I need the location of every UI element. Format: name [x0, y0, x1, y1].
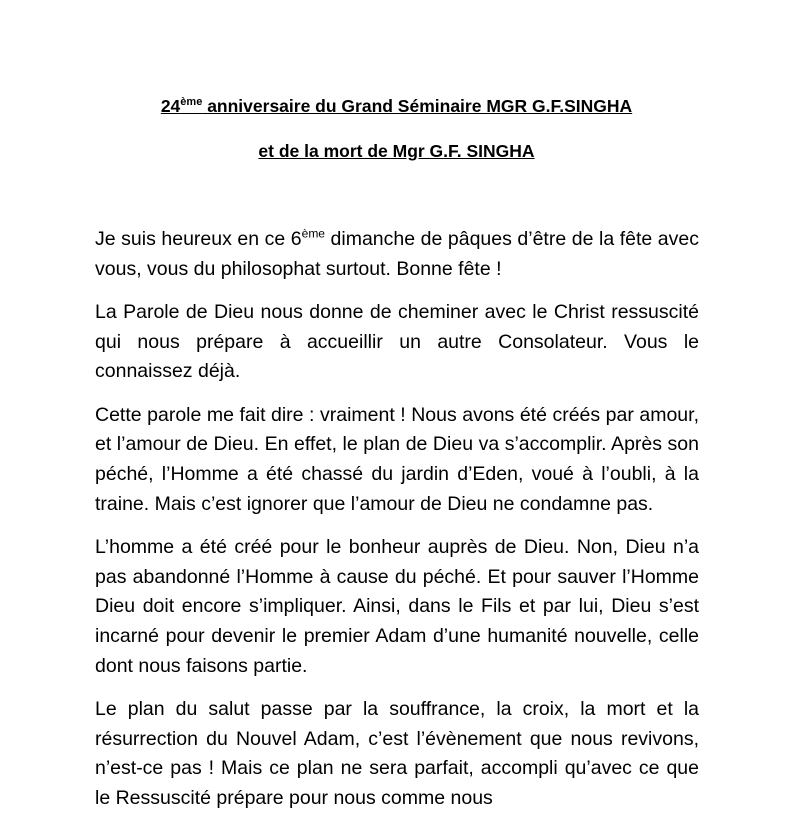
paragraph-1-end: dimanche de pâques d’être de la fête avec vous, vous du philosophat surtout. Bonne fête !	[95, 228, 699, 280]
paragraph-5: Le plan du salut passe par la souffrance, la croix, la mort et la résurrection du Nouvel Adam, c’est l’évènement que nous revivons, n’est-ce pas ! Mais ce plan ne sera parfait, accompli qu’avec ce que le Ressuscité prépare pour nous comme nous	[95, 697, 699, 809]
document-body	[95, 225, 699, 827]
title-ordinal-superscript: ème	[180, 96, 203, 109]
paragraph-1	[95, 225, 699, 284]
paragraph-4: L’homme a été créé pour le bonheur auprès de Dieu. Non, Dieu n’a pas abandonné l’Homme à cause du péché. Et pour sauver l’Homme Dieu doit encore s’impliquer. Ainsi, dans le Fils et par lui, Dieu s’est incarné pour devenir le premier Adam d’une humanité nouvelle, celle dont nous faisons partie.	[95, 535, 699, 677]
paragraph-3: Cette parole me fait dire : vraiment ! Nous avons été créés par amour, et l’amour de Dieu. En effet, le plan de Dieu va s’accomplir. Après son péché, l’Homme a été chassé du jardin d’Eden, voué à l’oubli, à la traine. Mais c’est ignorer que l’amour de Dieu ne condamne pas.	[95, 403, 699, 515]
paragraph-1-start: Je suis heureux en ce 6	[95, 228, 302, 250]
ordinal-superscript: ème	[301, 226, 325, 241]
document-title-line-1	[0, 96, 793, 117]
document-title-line-2: et de la mort de Mgr G.F. SINGHA	[258, 141, 535, 161]
title-number: 24	[160, 96, 181, 116]
title-text: anniversaire du Grand Séminaire MGR G.F.SINGHA	[202, 96, 633, 116]
paragraph-2: La Parole de Dieu nous donne de cheminer avec le Christ ressuscité qui nous prépare à accueillir un autre Consolateur. Vous le connaissez déjà.	[95, 300, 699, 383]
